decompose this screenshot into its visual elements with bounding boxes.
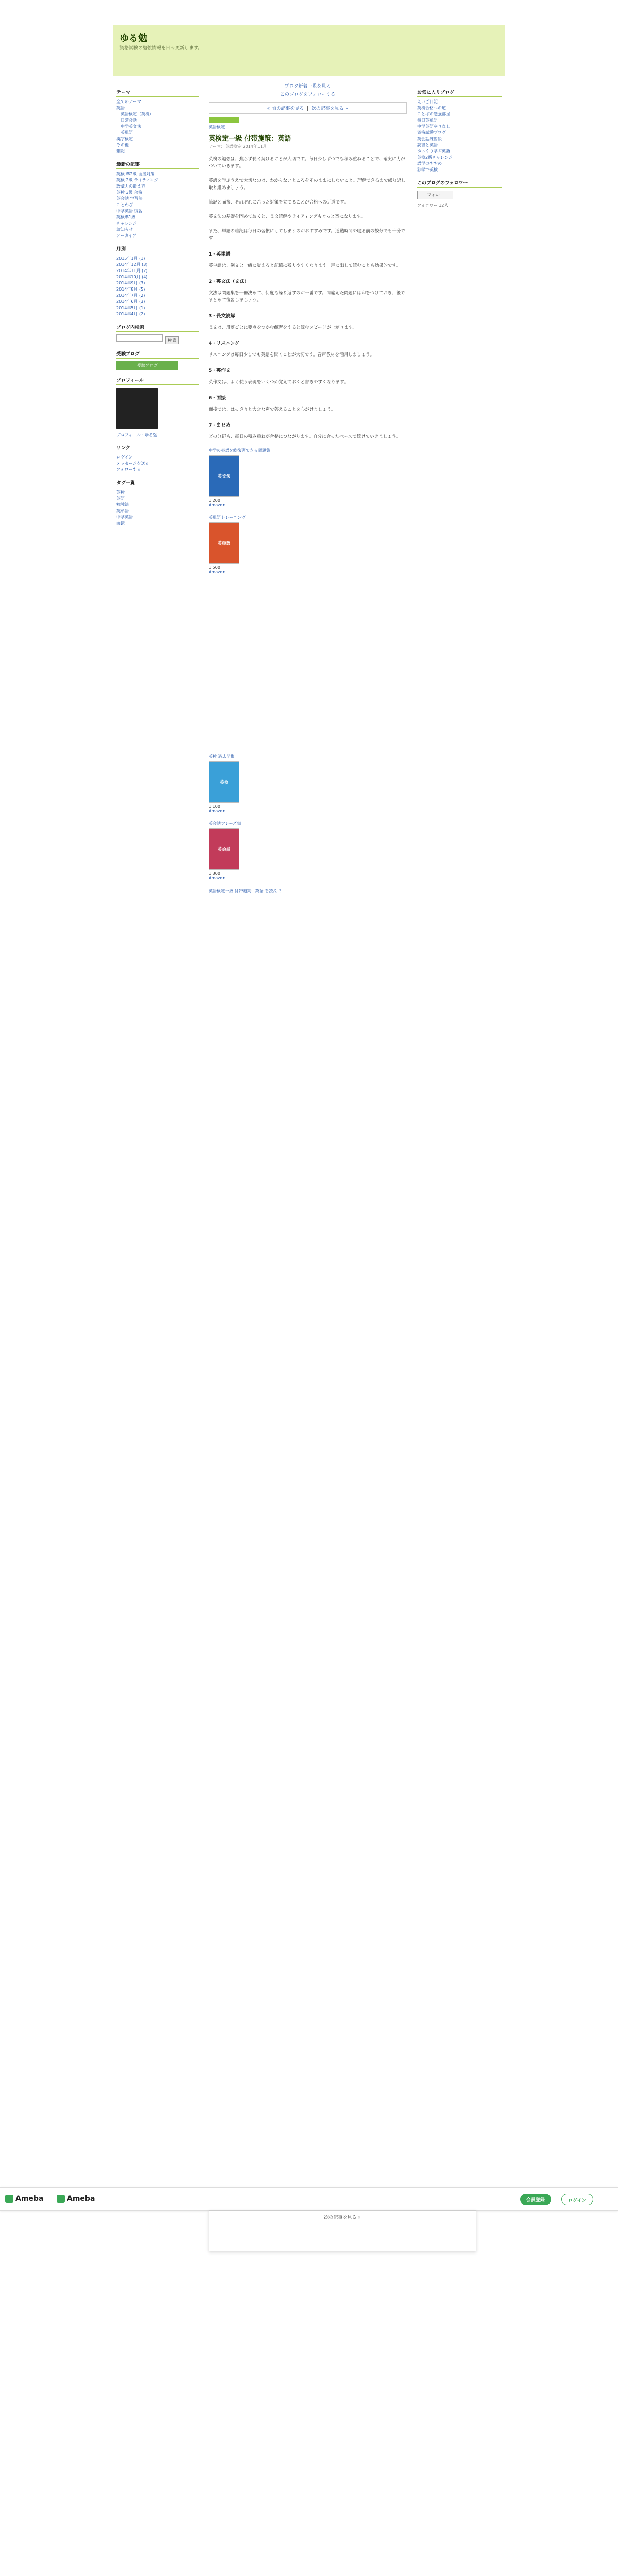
signup-button[interactable]: 会員登録 <box>520 2194 551 2205</box>
book-price: 1,500 <box>209 565 220 570</box>
favorite-item[interactable]: えいご日記 <box>417 99 438 104</box>
recent-item[interactable]: 語彙力の鍛え方 <box>116 184 145 189</box>
favorites-heading: お気に入りブログ <box>417 88 502 97</box>
theme-item[interactable]: 雑記 <box>116 149 125 154</box>
favorite-item[interactable]: 独学で英検 <box>417 167 438 172</box>
book-shop[interactable]: Amazon <box>209 876 226 880</box>
tag-item[interactable]: 英検 <box>116 490 125 495</box>
right-sidebar <box>417 82 502 208</box>
profile-link[interactable]: フォローする <box>116 467 141 472</box>
search-input[interactable] <box>116 334 163 342</box>
follow-button[interactable]: フォロー <box>417 191 453 199</box>
left-sidebar <box>116 82 199 527</box>
paragraph: 面接では、はっきりと大きな声で答えることを心がけましょう。 <box>209 407 336 412</box>
paragraph: 英単語は、例文と一緒に覚えると記憶に残りやすくなります。声に出して読むことも効果的です。 <box>209 263 401 268</box>
recent-item[interactable]: 英検 3級 合格 <box>116 190 143 195</box>
category-label[interactable]: 英語検定 <box>209 125 225 129</box>
recent-item[interactable]: 英会話 学習法 <box>116 196 143 201</box>
book-ad[interactable] <box>209 821 407 880</box>
favorite-item[interactable]: 読書と英語 <box>417 143 438 147</box>
recent-item[interactable]: 英検準1級 <box>116 215 136 219</box>
ameba-logo-icon <box>5 2195 13 2203</box>
links-heading: リンク <box>116 443 199 452</box>
ameba-sub-logo[interactable]: Ameba <box>57 2195 95 2203</box>
paragraph: 英語を学ぶうえで大切なのは、わからないところをそのままにしないこと。理解できるまで繰り返し取り組みましょう。 <box>209 178 406 191</box>
tag-item[interactable]: 勉強法 <box>116 502 129 507</box>
themes-list <box>116 99 199 155</box>
archive-item[interactable]: 2014年5月 (1) <box>116 306 145 310</box>
tag-item[interactable]: 英語 <box>116 496 125 501</box>
section-heading: 2・英文法（文法） <box>209 279 249 284</box>
favorite-item[interactable]: 毎日英単語 <box>417 118 438 123</box>
book-title[interactable]: 英単語トレーニング <box>209 515 246 520</box>
archive-item[interactable]: 2015年1月 (1) <box>116 256 145 261</box>
spacer <box>209 582 407 747</box>
theme-item[interactable]: 日常会話 <box>121 118 137 123</box>
book-title[interactable]: 英会話フレーズ集 <box>209 821 242 826</box>
book-price: 1,300 <box>209 871 220 876</box>
site-title[interactable]: ゆる勉 <box>119 33 147 44</box>
favorite-item[interactable]: ゆっくり学ぶ英語 <box>417 149 450 154</box>
profile-link[interactable]: ログイン <box>116 455 133 460</box>
favorite-item[interactable]: 英会話練習帳 <box>417 137 442 141</box>
entry-body <box>209 156 407 895</box>
recent-item[interactable]: 英検 2級 ライティング <box>116 178 159 182</box>
paragraph: 文法は問題集を一冊決めて、何度も繰り返すのが一番です。間違えた問題には印をつけておき、後でまとめて復習しましょう。 <box>209 291 405 303</box>
book-title[interactable]: 中学の英語を総復習できる問題集 <box>209 448 270 453</box>
favorite-item[interactable]: 資格試験ブログ <box>417 130 446 135</box>
book-shop[interactable]: Amazon <box>209 809 226 814</box>
favorite-item[interactable]: 語学のすすめ <box>417 161 442 166</box>
theme-item[interactable]: 中学英文法 <box>121 124 141 129</box>
tag-item[interactable]: 面接 <box>116 521 125 526</box>
tags-list <box>116 489 199 527</box>
favorite-item[interactable]: 中学英語やり直し <box>417 124 450 129</box>
top-link-follow[interactable]: このブログをフォローする <box>280 92 336 97</box>
tag-item[interactable]: 英単語 <box>116 509 129 513</box>
theme-item[interactable]: 英単語 <box>121 130 133 135</box>
paragraph: 長文は、段落ごとに要点をつかむ練習をすると読むスピードが上がります。 <box>209 325 357 330</box>
archive-item[interactable]: 2014年12月 (3) <box>116 262 148 267</box>
recent-item[interactable]: アーカイブ <box>116 233 137 238</box>
section-heading: 3・長文読解 <box>209 314 235 319</box>
book-ad[interactable] <box>209 754 407 814</box>
tag-item[interactable]: 中学英語 <box>116 515 133 519</box>
recent-item[interactable]: ことわざ <box>116 202 133 207</box>
ranking-banner[interactable]: 受験ブログ <box>116 361 178 370</box>
section-heading: 5・英作文 <box>209 368 231 374</box>
ameba-logo[interactable]: Ameba <box>5 2195 43 2203</box>
followers-count: フォロワー 12人 <box>417 203 449 208</box>
archive-item[interactable]: 2014年10月 (4) <box>116 275 148 279</box>
paragraph: 英検の勉強は、焦らず長く続けることが大切です。毎日少しずつでも積み重ねることで、確実に力がついていきます。 <box>209 157 405 169</box>
footer-note[interactable]: 英語検定一級 付帯施策：英語 を読んで <box>209 889 282 893</box>
theme-item[interactable]: 英語 <box>116 106 125 110</box>
paragraph: また、単語の暗記は毎日の習慣にしてしまうのがおすすめです。通勤時間や寝る前の数分でも十分です。 <box>209 229 405 241</box>
site-header <box>113 25 505 76</box>
section-heading: 4・リスニング <box>209 341 239 346</box>
recent-heading: 最新の記事 <box>116 160 199 169</box>
archive-list <box>116 256 199 317</box>
favorites-list <box>417 99 502 173</box>
main-content <box>209 82 407 902</box>
theme-item[interactable]: 全てのテーマ <box>116 99 141 104</box>
links-list <box>116 454 199 473</box>
archive-item[interactable]: 2014年6月 (3) <box>116 299 145 304</box>
archive-item[interactable]: 2014年9月 (3) <box>116 281 145 285</box>
book-title[interactable]: 英検 過去問集 <box>209 754 235 759</box>
profile-avatar[interactable] <box>116 388 158 429</box>
themes-heading: テーマ <box>116 88 199 97</box>
recent-item[interactable]: 英検 準2級 面接対策 <box>116 172 155 176</box>
recent-item[interactable]: 中学英語 復習 <box>116 209 143 213</box>
profile-heading: プロフィール <box>116 376 199 385</box>
paragraph: どの分野も、毎日の積み重ねが合格につながります。自分に合ったペースで続けていきましょう。 <box>209 434 401 439</box>
book-shop[interactable]: Amazon <box>209 503 226 507</box>
ranking-heading: 受験ブログ <box>116 349 199 359</box>
archive-item[interactable]: 2014年7月 (2) <box>116 293 145 298</box>
book-cover[interactable]: 英文法 <box>209 455 239 497</box>
paragraph: リスニングは毎日少しでも英語を聞くことが大切です。音声教材を活用しましょう。 <box>209 352 374 358</box>
book-cover[interactable]: 英会話 <box>209 828 239 870</box>
search-button[interactable]: 検索 <box>165 336 179 344</box>
recent-item[interactable]: チャレンジ <box>116 221 137 226</box>
archive-item[interactable]: 2014年8月 (5) <box>116 287 145 292</box>
paragraph: 英作文は、よく使う表現をいくつか覚えておくと書きやすくなります。 <box>209 380 349 385</box>
next-entry-popup <box>209 2210 476 2251</box>
favorite-item[interactable]: ことばの勉強部屋 <box>417 112 450 116</box>
next-entry-link[interactable]: 次の記事を見る » <box>311 106 349 111</box>
recent-list <box>116 171 199 239</box>
section-heading: 1・英単語 <box>209 252 231 257</box>
paragraph: 筆記と面接、それぞれに合った対策を立てることが合格への近道です。 <box>209 200 349 205</box>
followers-heading: このブログのフォロワー <box>417 178 502 188</box>
entry-meta: テーマ：英語検定 2014年11月 <box>209 144 267 149</box>
category-bar <box>209 117 239 123</box>
favorite-item[interactable]: 英検2級チャレンジ <box>417 155 453 160</box>
ameba-bar <box>0 2187 618 2211</box>
book-cover[interactable]: 英単語 <box>209 522 239 564</box>
theme-item[interactable]: その他 <box>116 143 129 147</box>
archive-item[interactable]: 2014年11月 (2) <box>116 268 148 273</box>
ameba-sub-icon <box>57 2195 65 2203</box>
book-cover[interactable]: 英検 <box>209 761 239 803</box>
search-row <box>116 334 199 344</box>
book-price: 1,200 <box>209 498 220 503</box>
theme-item[interactable]: 英語検定（英検） <box>121 112 153 116</box>
popup-next-link[interactable]: 次の記事を見る » <box>209 2211 476 2224</box>
paragraph: 英文法の基礎を固めておくと、長文読解やライティングもぐっと楽になります。 <box>209 214 366 219</box>
archive-item[interactable]: 2014年4月 (2) <box>116 312 145 316</box>
login-button[interactable]: ログイン <box>561 2194 593 2205</box>
book-ad[interactable] <box>209 448 407 507</box>
search-heading: ブログ内検索 <box>116 323 199 332</box>
prev-entry-link[interactable]: « 前の記事を見る <box>267 106 304 111</box>
top-links <box>209 82 407 99</box>
favorite-item[interactable]: 英検合格への道 <box>417 106 446 110</box>
tags-heading: タグ一覧 <box>116 478 199 487</box>
archive-heading: 月別 <box>116 244 199 253</box>
site-description: 資格試験の勉強情報を日々更新します。 <box>119 46 203 51</box>
book-price: 1,100 <box>209 804 220 809</box>
section-heading: 7・まとめ <box>209 423 231 428</box>
section-heading: 6・面接 <box>209 396 226 401</box>
top-link-new[interactable]: ブログ新着一覧を見る <box>284 84 331 89</box>
profile-name[interactable]: プロフィール・ゆる勉 <box>116 433 158 437</box>
profile-link[interactable]: メッセージを送る <box>116 461 149 466</box>
book-ad[interactable] <box>209 515 407 574</box>
recent-item[interactable]: お知らせ <box>116 227 133 232</box>
theme-item[interactable]: 漢字検定 <box>116 137 133 141</box>
entry-title[interactable]: 英検定一級 付帯施策：英語 <box>209 135 291 143</box>
book-shop[interactable]: Amazon <box>209 570 226 574</box>
entry-nav: « 前の記事を見る | 次の記事を見る » <box>209 102 407 114</box>
